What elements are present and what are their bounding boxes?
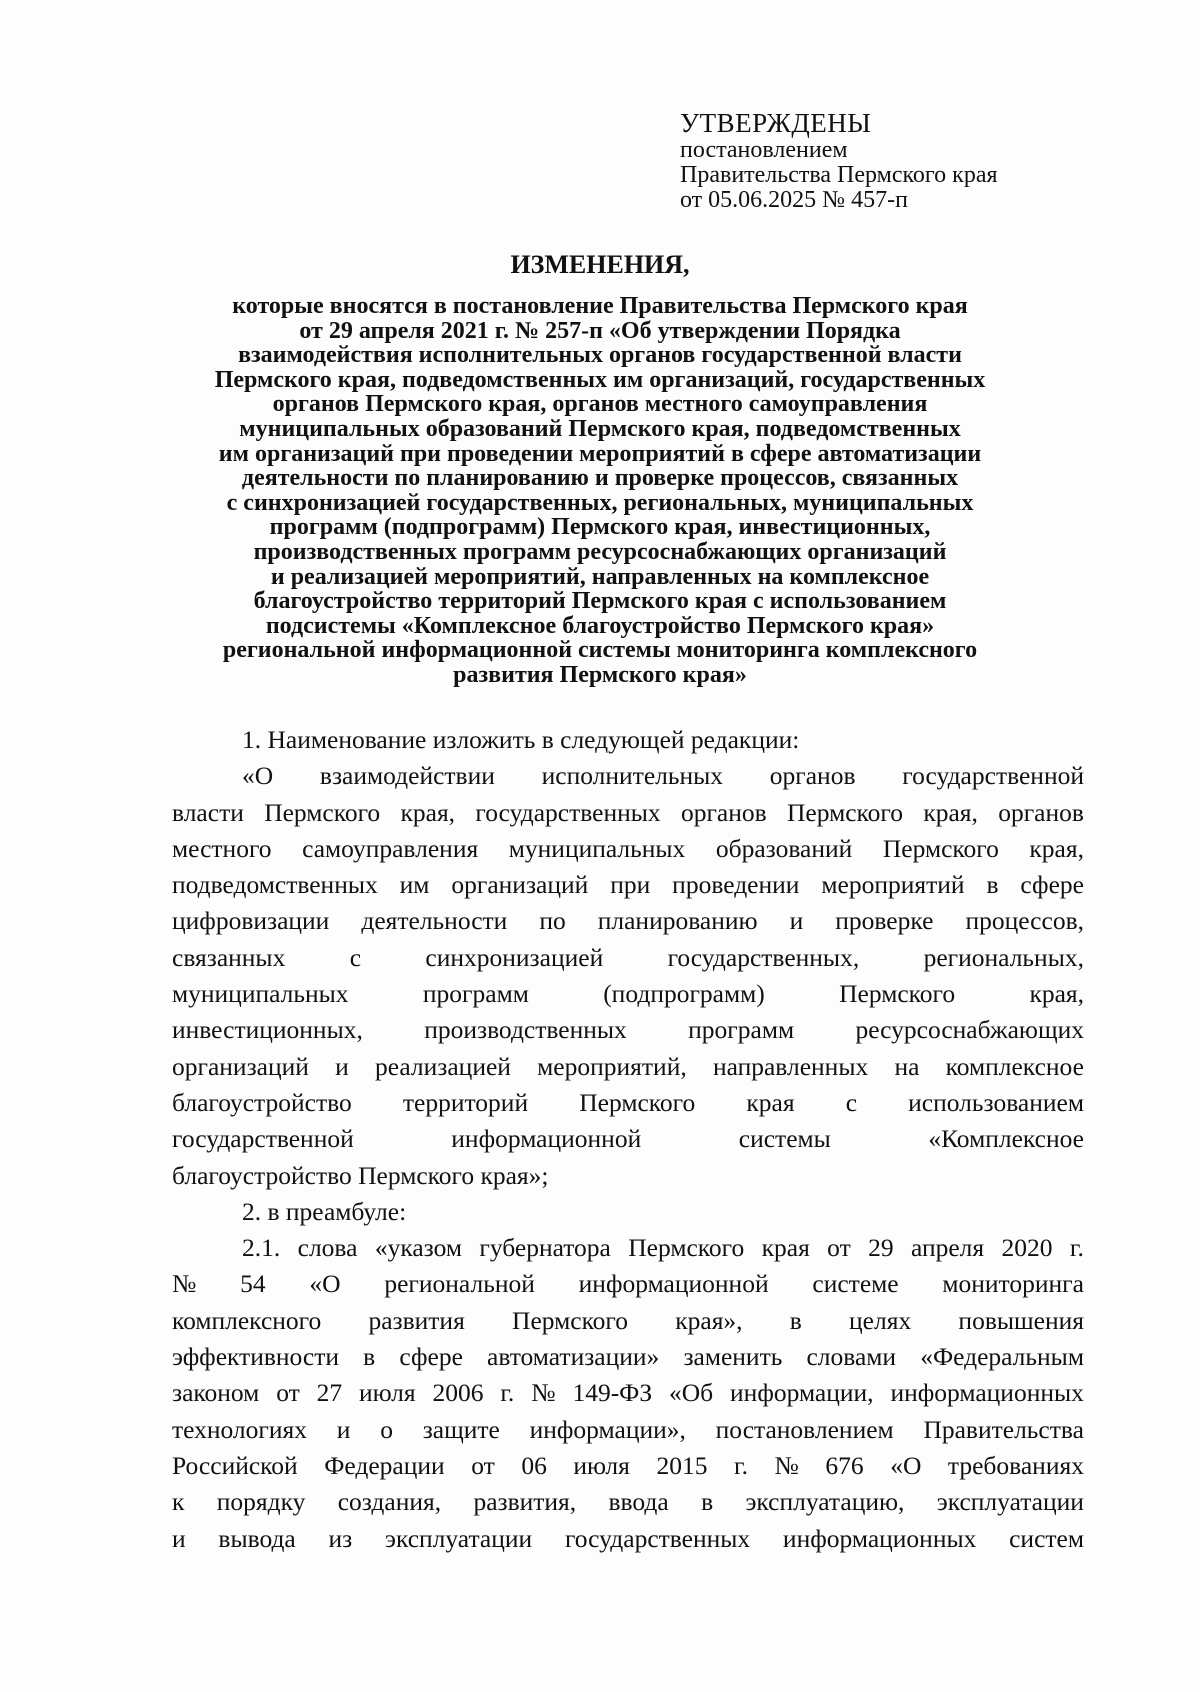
paragraph-line [172,1521,1084,1557]
word: создания, [337,1487,442,1517]
word: образований [715,833,853,863]
paragraph-line [172,1085,1084,1121]
paragraph-line [172,903,1084,939]
paragraph-line [172,867,1084,903]
word: «Комплексное [928,1124,1084,1154]
word: заменить [683,1342,783,1372]
word: края, [1029,979,1084,1009]
word: края», [675,1305,743,1335]
word: деятельности [361,906,508,936]
word: Российской [172,1450,298,1480]
document-body [172,722,1084,1557]
word: из [328,1523,353,1553]
word: от [471,1450,495,1480]
word: № [172,1269,197,1299]
word: благоустройство [172,1087,352,1117]
word: о [380,1414,393,1444]
word: органов [998,797,1084,827]
word: «Об [669,1378,714,1408]
word: 2.1. [242,1233,281,1263]
word: в [701,1487,714,1517]
word: использованием [908,1087,1084,1117]
document-heading [150,250,1050,688]
word: «О [890,1450,922,1480]
word: производственных [424,1015,627,1045]
paragraph-line [172,831,1084,867]
word: Пермского [882,833,999,863]
subtitle-line: которые вносятся в постановление Правительства Пермского края [232,293,968,319]
word: 149-ФЗ [572,1378,653,1408]
word: края, [1029,833,1084,863]
word: к [172,1487,185,1517]
word: повышения [958,1305,1084,1335]
word: порядку [216,1487,306,1517]
paragraph-line: 2. в преамбуле: [242,1196,407,1226]
word: (подпрограмм) [603,979,765,1009]
subtitle-line: региональной информационной системы мониторинга комплексного [222,637,978,664]
paragraph-line [172,1121,1084,1157]
word: при [610,870,651,900]
word: программ [688,1015,795,1045]
word: словами [806,1342,897,1372]
word: края [746,1087,795,1117]
word: информационных [890,1378,1084,1408]
word: мероприятий [821,870,965,900]
word: «О [242,761,274,791]
word: «Федеральным [920,1342,1084,1372]
approval-line: постановлением [680,137,848,163]
word: информации», [529,1414,686,1444]
word: территорий [402,1087,529,1117]
word: Пермского [839,979,956,1009]
word: информационной [451,1124,642,1154]
word: в [789,1305,802,1335]
word: планированию [597,906,758,936]
paragraph-line [172,1339,1084,1375]
word: региональной [384,1269,535,1299]
word: исполнительных [541,761,724,791]
word: по [539,906,566,936]
word: реализацией [375,1051,511,1081]
paragraph-line [172,940,1084,976]
subtitle-line: программ (подпрограмм) Пермского края, инвестиционных, [269,514,931,541]
word: подведомственных [172,870,378,900]
word: 29 [868,1233,894,1263]
word: Пермского [512,1305,629,1335]
word: комплексное [945,1051,1084,1081]
word: власти [172,797,244,827]
subtitle-line: муниципальных образований Пермского края, подведомственных [239,415,961,442]
word: государственных [475,797,661,827]
word: государственных, [667,942,860,972]
subtitle-line: деятельности по планированию и проверке процессов, связанных [241,465,959,492]
word: взаимодействии [319,761,495,791]
paragraph-line [172,1448,1084,1484]
paragraph-line [172,795,1084,831]
word: с [845,1087,858,1117]
approval-line: Правительства Пермского края [680,162,998,188]
word: постановлением [715,1414,894,1444]
subtitle-line: им организаций при проведении мероприятий в сфере автоматизации [218,440,982,467]
paragraph-line: 1. Наименование изложить в следующей редакции: [242,725,800,754]
word: июля [573,1450,630,1480]
subtitle-line: от 29 апреля 2021 г. № 257-п «Об утверждении Порядка [299,317,901,344]
word: мероприятий, [537,1051,687,1081]
approval-stamp [680,108,1100,213]
subtitle-line: производственных программ ресурсоснабжающих организаций [253,538,947,565]
word: на [894,1051,920,1081]
word: системе [812,1269,899,1299]
word: от [827,1233,851,1263]
word: и [172,1523,186,1553]
approval-title: УТВЕРЖДЕНЫ [680,108,872,138]
paragraph-line [172,1303,1084,1339]
word: и [336,1414,351,1444]
word: организаций [172,1051,309,1081]
paragraph-line [172,1266,1084,1302]
word: 2006 [432,1378,484,1408]
paragraph-line [172,1012,1084,1048]
word: инвестиционных, [172,1015,363,1045]
paragraph-line [172,1049,1084,1085]
word: автоматизации» [487,1342,660,1372]
word: системы [738,1124,831,1154]
word: организаций [451,870,589,900]
word: региональных, [923,942,1084,972]
word: «О [309,1269,341,1299]
word: Пермского [628,1233,745,1263]
word: синхронизацией [425,942,604,972]
word: «указом [374,1233,462,1263]
word: и [789,906,804,936]
document-title: ИЗМЕНЕНИЯ, [510,250,690,279]
word: программ [422,979,529,1009]
word: законом [172,1378,260,1408]
word: органов [680,797,767,827]
subtitle-line: взаимодействия исполнительных органов государственной власти [238,342,962,369]
word: края, [923,797,978,827]
word: проверке [835,906,934,936]
word: № [531,1378,556,1408]
word: развития, [473,1487,577,1517]
word: муниципальных [172,979,349,1009]
word: мониторинга [942,1269,1084,1299]
subtitle-line: и реализацией мероприятий, направленных на комплексное [270,563,930,590]
word: информационной [578,1269,769,1299]
paragraph-line [172,1375,1084,1411]
subtitle-line: благоустройство территорий Пермского края с использованием [253,588,947,615]
word: им [399,870,430,900]
word: и [335,1051,349,1081]
word: муниципальных [508,833,686,863]
paragraph-line [172,1412,1084,1448]
subtitle-line: развития Пермского края» [453,661,747,688]
word: № [774,1450,799,1480]
approval-line: от 05.06.2025 № 457-п [680,187,908,213]
word: ввода [608,1487,669,1517]
word: информации, [730,1378,874,1408]
word: Правительства [923,1414,1084,1444]
word: в [363,1342,376,1372]
word: 27 [316,1378,343,1408]
word: требованиях [947,1450,1084,1480]
word: Пермского [787,797,903,827]
word: эффективности [172,1342,340,1372]
word: губернатора [479,1233,611,1263]
word: развития [368,1305,465,1335]
word: 676 [825,1450,864,1480]
word: г. [1069,1233,1084,1263]
word: направленных [712,1051,869,1081]
word: июля [359,1378,416,1408]
word: цифровизации [172,906,330,936]
word: сфере [399,1342,463,1372]
word: защите [422,1414,500,1444]
paragraph-line: благоустройство Пермского края»; [172,1160,549,1190]
paragraph-line [172,1484,1084,1520]
word: края [761,1233,810,1263]
word: технологиях [172,1414,307,1444]
word: информационных [782,1523,977,1553]
word: эксплуатации [936,1487,1084,1517]
word: связанных [172,942,286,972]
word: г. [500,1378,515,1408]
word: проведении [672,870,800,900]
word: Пермского [264,797,381,827]
word: Федерации [324,1450,445,1480]
subtitle-line: органов Пермского края, органов местного самоуправления [272,391,928,418]
word: эксплуатацию, [745,1487,905,1517]
paragraph-line [172,758,1084,794]
word: от [276,1378,300,1408]
word: г. [733,1450,748,1480]
word: слова [297,1233,358,1263]
subtitle-line: подсистемы «Комплексное благоустройство Пермского края» [265,612,935,639]
word: с [349,942,362,972]
word: местного [172,833,272,863]
word: Пермского [579,1087,696,1117]
word: 54 [240,1269,266,1299]
word: процессов, [965,906,1084,936]
word: ресурсоснабжающих [855,1015,1084,1045]
word: систем [1009,1523,1084,1553]
word: государственной [902,761,1084,791]
word: 06 [521,1450,547,1480]
word: 2020 [1001,1233,1053,1263]
word: вывода [218,1523,296,1553]
word: 2015 [656,1450,708,1480]
paragraph-line [172,1230,1084,1266]
word: края, [400,797,456,827]
word: государственной [172,1124,354,1154]
word: государственных [564,1523,751,1553]
word: сфере [1020,870,1084,900]
word: комплексного [172,1305,322,1335]
subtitle-line: Пермского края, подведомственных им организаций, государственных [214,366,986,393]
subtitle-line: с синхронизацией государственных, региональных, муниципальных [226,489,974,516]
word: органов [769,761,856,791]
word: в [986,870,999,900]
word: целях [849,1305,912,1335]
word: эксплуатации [385,1523,533,1553]
word: самоуправления [302,833,479,863]
paragraph-line [172,976,1084,1012]
word: апреля [910,1233,985,1263]
